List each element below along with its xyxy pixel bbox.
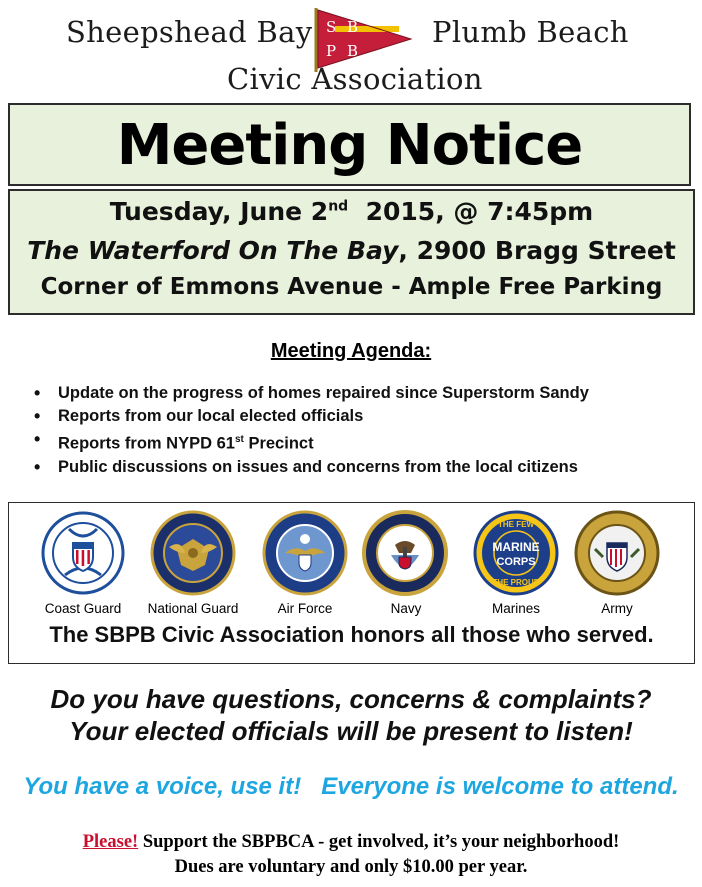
navy-seal-icon [361,509,449,597]
venue-address: , 2900 Bragg Street [398,236,676,265]
meeting-date [10,197,693,226]
honor-statement: The SBPB Civic Association honors all those who served. [49,622,654,647]
air-force-seal-icon [261,509,349,597]
marines-seal-bottom-text: THE PROUD [492,578,540,587]
label-army: Army [601,601,633,616]
svg-text:P: P [326,42,337,60]
questions-line-1: Do you have questions, concerns & complaints? [50,684,652,714]
svg-text:S: S [326,18,337,36]
date-prefix: Tuesday, June 2 [109,197,329,226]
svg-text:B: B [347,42,359,60]
questions-line-2: Your elected officials will be present to listen! [69,716,633,746]
support-line [0,832,702,853]
page-title: Meeting Notice [116,113,583,178]
header-subtitle: Civic Association [227,62,483,96]
marines-seal-icon [472,509,560,597]
meeting-venue [10,236,693,265]
label-air-force: Air Force [277,601,333,616]
header-right-text: Plumb Beach [432,15,629,49]
label-coast-guard: Coast Guard [44,601,122,616]
national-guard-seal-icon [149,509,237,597]
agenda-item-sup: st [234,434,244,445]
agenda-item: • Public discussions on issues and concerns from the local citizens [34,456,589,479]
coast-guard-seal-icon [39,509,127,597]
venue-name: The Waterford On The Bay [27,236,399,265]
services-box [8,502,695,664]
meeting-details-box [8,189,695,315]
agenda-title: Meeting Agenda: [270,340,432,362]
agenda-list [34,382,589,479]
voice-statement: You have a voice, use it! Everyone is welcome to attend. [23,773,679,800]
header-left-text: Sheepshead Bay [66,15,313,49]
svg-text:B: B [347,18,359,36]
agenda-item [34,428,589,456]
marines-seal-word2: CORPS [496,556,536,568]
label-marines: Marines [491,601,540,616]
agenda-item: • Reports from our local elected officials [34,405,589,428]
label-national-guard: National Guard [147,601,239,616]
support-text: Support the SBPBCA - get involved, it’s your neighborhood! [138,832,620,852]
please-text: Please! [82,832,139,852]
agenda-item: • Update on the progress of homes repaired since Superstorm Sandy [34,382,589,405]
label-navy: Navy [390,601,422,616]
date-time: 2015, @ 7:45pm [348,197,594,226]
agenda-item-text: Reports from NYPD 61 [58,434,235,453]
notice-title-box [8,103,691,186]
marines-seal-word1: MARINE [492,540,540,554]
dues-line: Dues are voluntary and only $10.00 per year. [174,857,528,877]
marines-seal-top-text: THE FEW [498,520,534,529]
meeting-corner: Corner of Emmons Avenue - Ample Free Parking [40,274,663,300]
agenda-item-text: Precinct [243,434,314,453]
army-seal-icon [573,509,661,597]
date-suffix-sup: nd [328,198,349,215]
